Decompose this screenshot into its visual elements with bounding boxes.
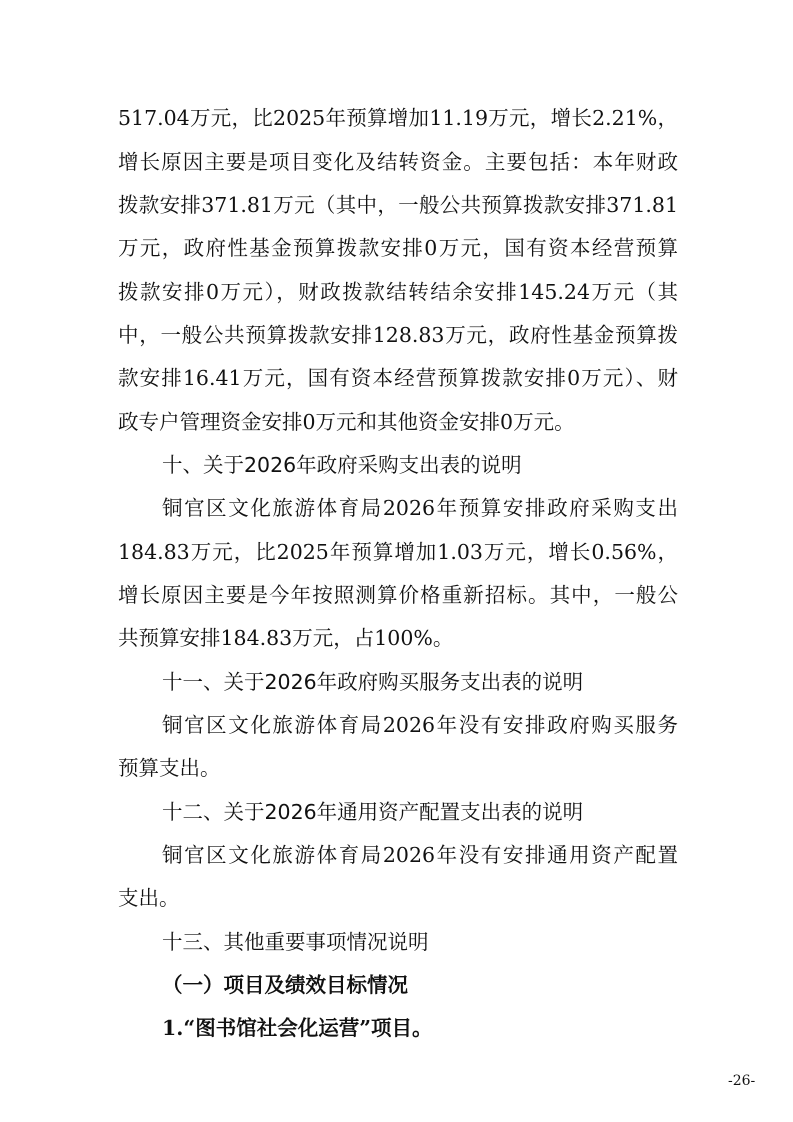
budget-paragraph-line-8: 政专户管理资金安排0万元和其他资金安排0万元。 bbox=[118, 410, 575, 434]
section-12-line-1: 铜官区文化旅游体育局2026年没有安排通用资产配置 bbox=[162, 843, 678, 867]
section-10-line-2: 184.83万元，比2025年预算增加1.03万元，增长0.56%， bbox=[118, 540, 678, 564]
section-10-line-4: 共预算安排184.83万元，占100%。 bbox=[118, 626, 454, 650]
section-12-heading: 十二、关于2026年通用资产配置支出表的说明 bbox=[162, 800, 584, 824]
budget-paragraph-line-5: 拨款安排0万元），财政拨款结转结余安排145.24万元（其 bbox=[118, 280, 678, 304]
section-10-line-1: 铜官区文化旅游体育局2026年预算安排政府采购支出 bbox=[162, 496, 678, 520]
budget-paragraph-line-2: 增长原因主要是项目变化及结转资金。主要包括：本年财政 bbox=[118, 150, 678, 174]
budget-paragraph-line-3: 拨款安排371.81万元（其中，一般公共预算拨款安排371.81 bbox=[118, 193, 678, 217]
section-13-heading: 十三、其他重要事项情况说明 bbox=[162, 930, 429, 954]
budget-paragraph-line-1: 517.04万元，比2025年预算增加11.19万元，增长2.21%， bbox=[118, 106, 678, 130]
budget-paragraph-line-6: 中，一般公共预算拨款安排128.83万元，政府性基金预算拨 bbox=[118, 323, 678, 347]
section-13-subheading: （一）项目及绩效目标情况 bbox=[162, 973, 408, 997]
section-12-line-2: 支出。 bbox=[118, 886, 180, 910]
section-11-line-1: 铜官区文化旅游体育局2026年没有安排政府购买服务 bbox=[162, 713, 678, 737]
section-11-line-2: 预算支出。 bbox=[118, 756, 221, 780]
page-number: -26- bbox=[728, 1073, 756, 1089]
section-10-line-3: 增长原因主要是今年按照测算价格重新招标。其中，一般公 bbox=[118, 583, 678, 607]
section-13-item-1: 1.“图书馆社会化运营”项目。 bbox=[162, 1016, 433, 1040]
section-10-heading: 十、关于2026年政府采购支出表的说明 bbox=[162, 453, 522, 477]
budget-paragraph-line-7: 款安排16.41万元，国有资本经营预算拨款安排0万元）、财 bbox=[118, 366, 678, 390]
section-11-heading: 十一、关于2026年政府购买服务支出表的说明 bbox=[162, 670, 584, 694]
budget-paragraph-line-4: 万元，政府性基金预算拨款安排0万元，国有资本经营预算 bbox=[118, 236, 678, 260]
